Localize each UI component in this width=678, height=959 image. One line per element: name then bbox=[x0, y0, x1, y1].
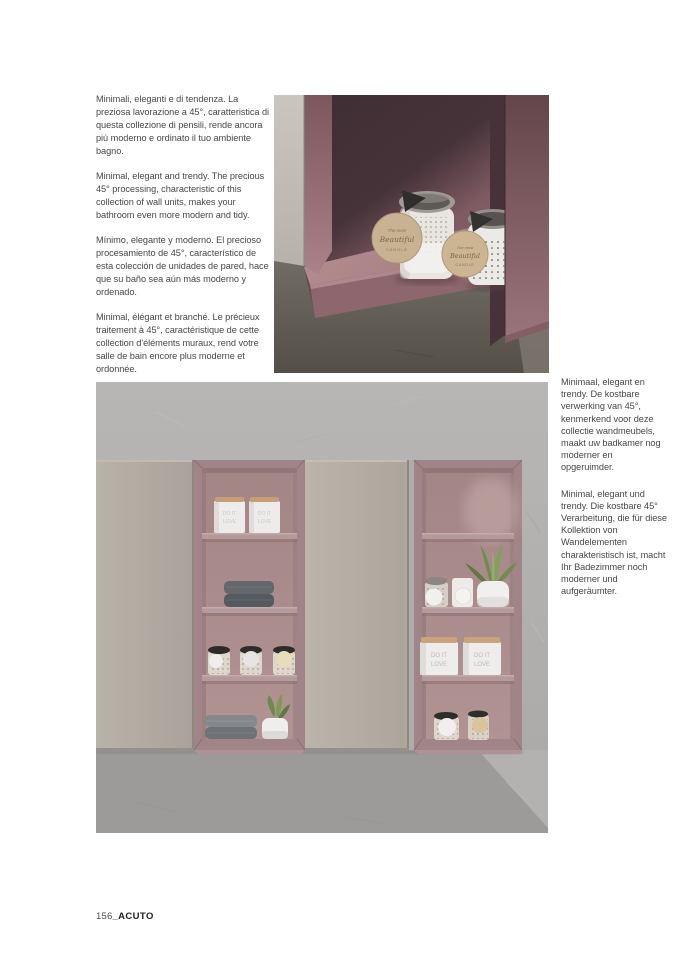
small-jar bbox=[273, 646, 295, 675]
canister-text-line2: LOVE bbox=[222, 519, 237, 525]
side-text-column bbox=[561, 376, 667, 611]
canister-text-line1: DO IT bbox=[431, 653, 447, 659]
small-jar bbox=[468, 711, 489, 741]
corner-detail-illustration bbox=[274, 95, 549, 373]
tag-text-line3: CANDLE bbox=[385, 247, 409, 252]
tag-text-line1: The most bbox=[456, 245, 474, 250]
kraft-tag-right bbox=[442, 231, 488, 277]
open-shelf-unit-left bbox=[194, 460, 305, 750]
middle-door-panel bbox=[305, 460, 409, 750]
canister-text-line1: DO IT bbox=[474, 653, 490, 659]
open-shelf-unit-right bbox=[414, 460, 522, 750]
white-jar bbox=[452, 578, 473, 607]
tag-text-line2: Beautiful bbox=[379, 235, 415, 244]
unit-underside bbox=[194, 750, 305, 754]
left-door-panel bbox=[96, 460, 194, 750]
paragraph-spanish: Mínimo, elegante y moderno. El precioso procesamiento de 45°, característico de esta colección de unidades de pared, hace que su baño sea aún más moderno y ordenado. bbox=[96, 235, 269, 297]
intro-text-column bbox=[96, 93, 270, 388]
canister bbox=[420, 637, 458, 675]
canister-text-line2: LOVE bbox=[430, 662, 448, 668]
tag-text-line2: Beautiful bbox=[449, 252, 481, 260]
kraft-tag-left bbox=[372, 213, 422, 263]
folded-towels-dark bbox=[224, 581, 274, 607]
collection-name: _ACUTO bbox=[112, 911, 154, 922]
light-reflection bbox=[464, 478, 518, 542]
canister-text-line2: LOVE bbox=[473, 662, 491, 668]
canister bbox=[249, 497, 280, 533]
page-footer bbox=[96, 911, 154, 922]
paragraph-dutch: Minimaal, elegant en trendy. De kostbare verwerking van 45°, kenmerkend voor deze collectie wandmeubels, maakt uw badkamer nog moderner en opgeruimder. bbox=[561, 377, 661, 473]
right-outer-column bbox=[505, 95, 549, 343]
small-jar bbox=[240, 646, 262, 675]
canister-text-line2: LOVE bbox=[257, 519, 272, 525]
paragraph-english: Minimal, elegant and trendy. The precious 45° processing, characteristic of this collection of wall units, makes your bathroom even more modern and tidy. bbox=[96, 171, 265, 220]
canister bbox=[214, 497, 245, 533]
canister-text-line1: DO IT bbox=[257, 511, 272, 517]
tag-text-line1: The most bbox=[387, 228, 407, 233]
wall-units-composition-photo bbox=[96, 382, 548, 833]
wall-units-illustration bbox=[96, 382, 548, 833]
unit-underside bbox=[414, 750, 522, 754]
lower-wall-shadow bbox=[96, 750, 548, 833]
wall-gap bbox=[409, 460, 414, 750]
paragraph-italian: Minimali, eleganti e di tendenza. La preziosa lavorazione a 45°, caratteristica di questa collezione di pensili, rende ancora più moderno e ordinato il tuo ambiente bagno. bbox=[96, 94, 270, 156]
paragraph-german: Minimal, elegant und trendy. Die kostbare 45° Verarbeitung, die für diese Kollektion von Wandelementen charakteristisch ist, macht Ihr Badezimmer noch moderner und aufgeräumter. bbox=[561, 488, 667, 597]
small-jar bbox=[425, 577, 448, 607]
small-jar bbox=[208, 646, 230, 675]
corner-detail-photo bbox=[274, 95, 549, 373]
tag-text-line3: CANDLE bbox=[455, 263, 475, 267]
small-jars-row bbox=[208, 646, 295, 675]
canister bbox=[463, 637, 501, 675]
canister-text-line1: DO IT bbox=[222, 511, 237, 517]
small-jar bbox=[434, 712, 459, 740]
page-number: 156 bbox=[96, 911, 113, 922]
left-side-panel bbox=[274, 95, 332, 274]
paragraph-french: Minimal, élégant et branché. Le précieux traitement à 45°, caractéristique de cette collection d'éléments muraux, rend votre salle de bain encore plus moderne et ordonnée. bbox=[96, 312, 260, 374]
folded-towels-light bbox=[205, 715, 257, 739]
